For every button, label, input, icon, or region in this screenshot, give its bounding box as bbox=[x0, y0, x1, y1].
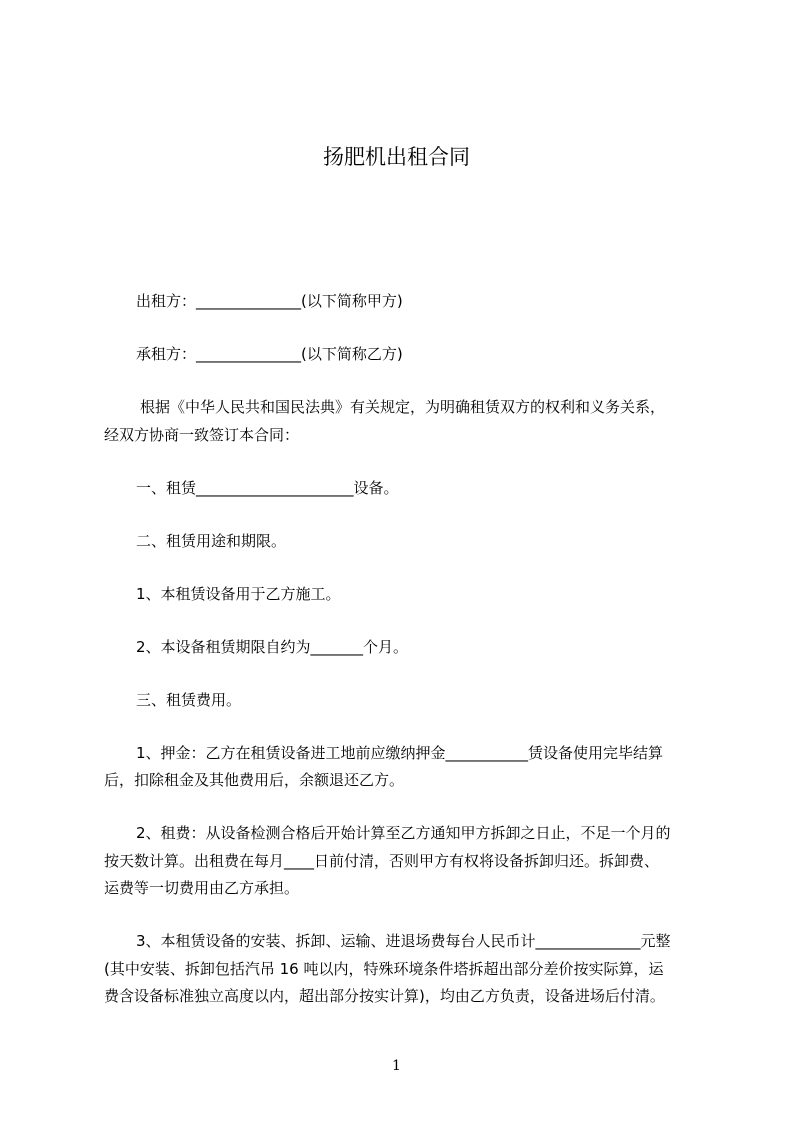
section-1-heading: 一、租赁_____________________设备。 bbox=[136, 479, 399, 497]
preamble-line-1: 根据《中华人民共和国民法典》有关规定，为明确租赁双方的权利和义务关系， bbox=[140, 398, 666, 416]
section-2-heading: 二、租赁用途和期限。 bbox=[136, 532, 287, 550]
clause-3-2-line-1: 2、租费：从设备检测合格后开始计算至乙方通知甲方拆卸之日止，不足一个月的 bbox=[136, 824, 671, 842]
clause-2-1: 1、本租赁设备用于乙方施工。 bbox=[136, 585, 341, 603]
clause-3-3-line-2: (其中安装、拆卸包括汽吊 16 吨以内，特殊环境条件塔拆超出部分差价按实际算，运 bbox=[104, 960, 664, 978]
clause-3-1-line-2: 后，扣除租金及其他费用后，余额退还乙方。 bbox=[104, 771, 405, 789]
page-number: 1 bbox=[392, 1058, 401, 1074]
lessor-line: 出租方：______________(以下简称甲方) bbox=[136, 292, 403, 310]
clause-3-2-line-3: 运费等一切费用由乙方承担。 bbox=[104, 879, 300, 897]
clause-3-2-line-2: 按天数计算。出租费在每月____日前付清，否则甲方有权将设备拆卸归还。拆卸费、 bbox=[104, 852, 660, 870]
preamble-line-2: 经双方协商一致签订本合同： bbox=[104, 426, 300, 444]
lessee-line: 承租方：______________(以下简称乙方) bbox=[136, 345, 403, 363]
clause-3-3-line-1: 3、本租赁设备的安装、拆卸、运输、进退场费每台人民币计______________元整 bbox=[136, 932, 671, 950]
clause-2-2: 2、本设备租赁期限自约为_______个月。 bbox=[136, 638, 409, 656]
clause-3-1-line-1: 1、押金：乙方在租赁设备进工地前应缴纳押金___________赁设备使用完毕结算 bbox=[136, 744, 664, 762]
section-3-heading: 三、租赁费用。 bbox=[136, 691, 242, 709]
page-title: 扬肥机出租合同 bbox=[323, 145, 470, 169]
clause-3-3-line-3: 费含设备标准独立高度以内，超出部分按实计算)，均由乙方负责，设备进场后付清。 bbox=[104, 987, 665, 1005]
